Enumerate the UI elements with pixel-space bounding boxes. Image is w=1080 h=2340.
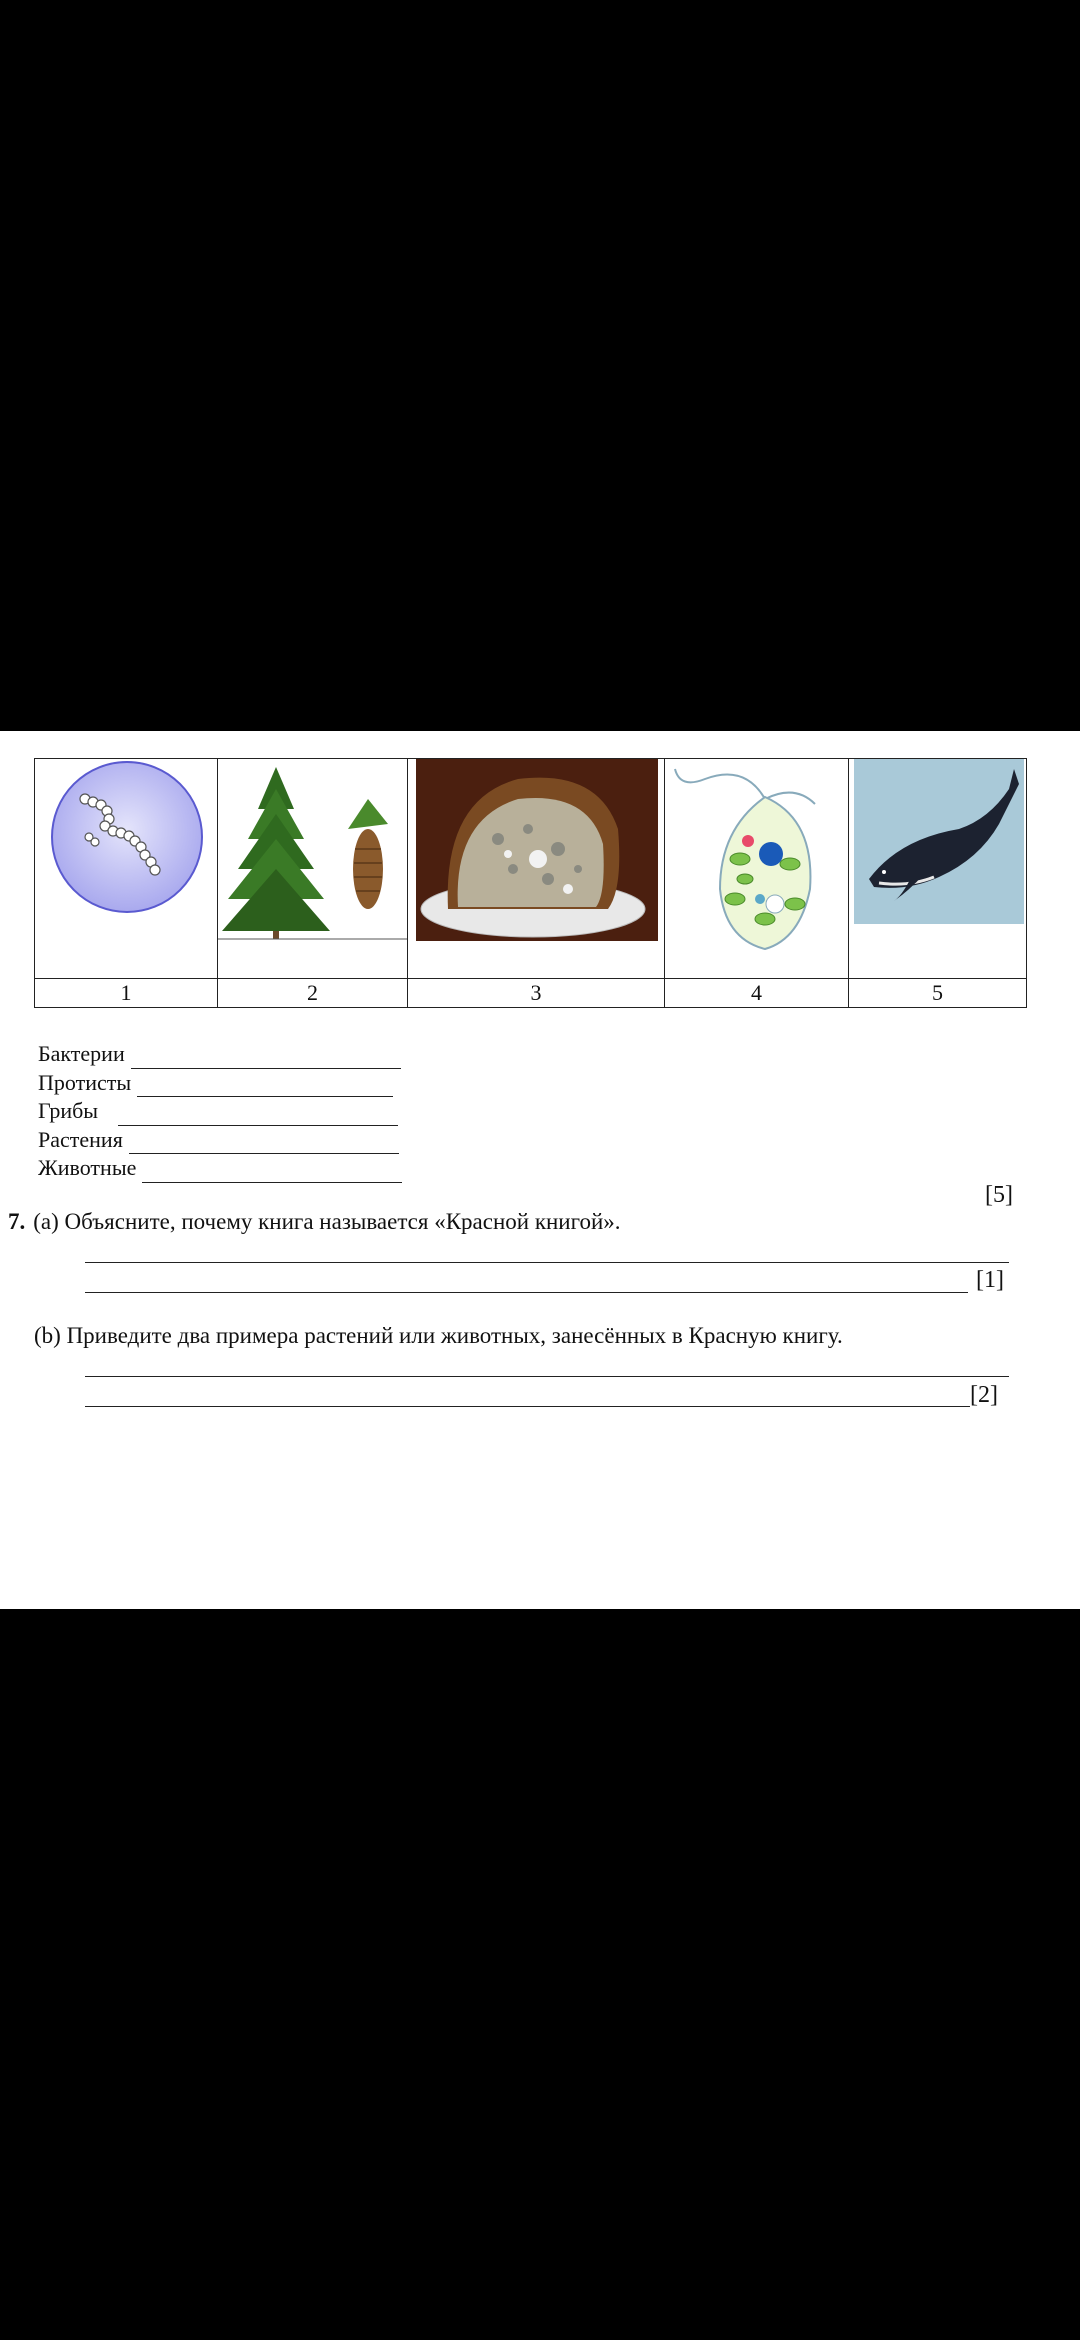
score-mark-q6: [5] [985,1182,1013,1208]
question-7b: (b) Приведите два примера растений или животных, занесённых в Красную книгу. [34,1323,843,1348]
question-7a [8,1209,621,1235]
answer-blank[interactable] [137,1078,393,1097]
question-number: 7. [8,1209,26,1234]
kingdom-label: Грибы [38,1098,99,1123]
answer-blank[interactable] [129,1135,399,1154]
table-cell-5 [848,758,1027,1008]
table-cell-2 [217,758,407,1008]
answer-line[interactable] [85,1262,1009,1263]
kingdom-row-plants [38,1126,402,1155]
kingdom-row-animals [38,1154,402,1183]
score-mark-7a: [1] [976,1267,1004,1293]
answer-blank[interactable] [131,1050,401,1069]
kingdom-label: Растения [38,1126,123,1152]
cell-number: 4 [665,978,848,1007]
cell-number: 1 [35,978,217,1007]
kingdom-row-fungi [38,1097,402,1126]
cell-number: 3 [408,978,664,1007]
answer-blank[interactable] [142,1164,402,1183]
moldy-bread-icon [408,759,664,979]
table-cell-4 [664,758,848,1008]
whale-icon [849,759,1026,979]
bacteria-chain-icon [35,759,217,979]
table-cell-3 [407,758,664,1008]
spruce-tree-with-cone-icon [218,759,407,979]
answer-line[interactable] [85,1406,970,1407]
kingdom-label: Животные [38,1155,137,1180]
answer-line[interactable] [85,1292,968,1293]
table-cell-1 [34,758,217,1008]
answer-blank[interactable] [118,1107,398,1126]
answer-line[interactable] [85,1376,1009,1377]
score-mark-7b: [2] [970,1382,998,1408]
worksheet-page [0,731,1080,1609]
kingdom-row-bacteria [38,1040,402,1069]
kingdom-row-protists [38,1069,402,1098]
cell-number: 5 [849,978,1026,1007]
kingdom-list [38,1040,402,1183]
organism-image-table [34,758,1027,1008]
euglena-protist-icon [665,759,848,979]
kingdom-label: Протисты [38,1069,132,1095]
question-text: (a) Объясните, почему книга называется «Красной книгой». [33,1209,621,1234]
kingdom-label: Бактерии [38,1041,125,1066]
cell-number: 2 [218,978,407,1007]
